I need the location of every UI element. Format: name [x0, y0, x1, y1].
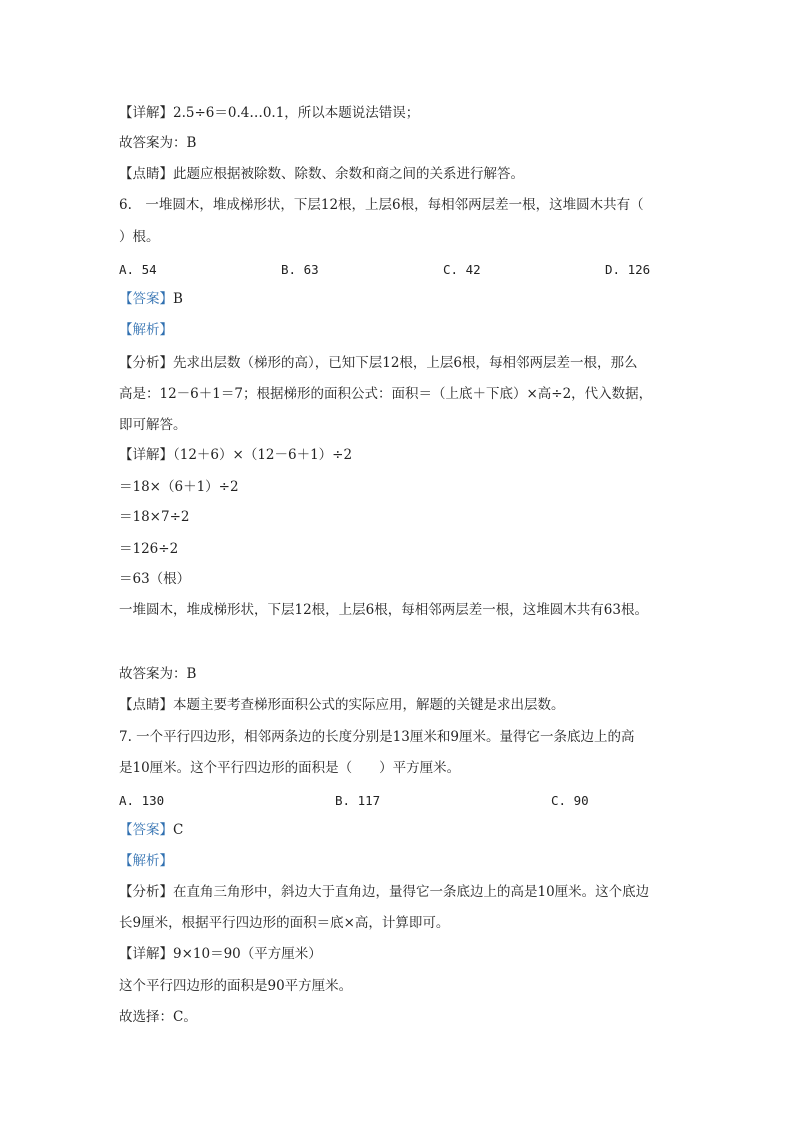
q6-analysis-line1: 【分析】先求出层数（梯形的高），已知下层12根，上层6根，每相邻两层差一根，那么 [119, 355, 638, 371]
q7-option-a: A. 130 [119, 793, 165, 808]
q6-detail-line6: 一堆圆木，堆成梯形状，下层12根，上层6根，每相邻两层差一根，这堆圆木共有63根。 [119, 602, 648, 618]
q6-analysis-line3: 即可解答。 [119, 417, 187, 433]
q6-detail-line4: ＝126÷2 [119, 541, 179, 557]
q7-analysis-line1: 【分析】在直角三角形中，斜边大于直角边，量得它一条底边上的高是10厘米。这个底边 [119, 884, 650, 900]
q5-detail: 【详解】2.5÷6＝0.4…0.1，所以本题说法错误； [119, 105, 420, 121]
q6-comment: 【点睛】本题主要考查梯形面积公式的实际应用，解题的关键是求出层数。 [119, 697, 565, 713]
q7-option-c: C. 90 [551, 793, 589, 808]
q6-option-a: A. 54 [119, 262, 157, 277]
q6-detail-line1: 【详解】（12＋6）×（12－6＋1）÷2 [119, 447, 353, 463]
q7-option-b: B. 117 [335, 793, 381, 808]
q7-answer [119, 820, 183, 840]
q7-answer-value: C [173, 822, 184, 838]
q6-option-d: D. 126 [605, 262, 651, 277]
q6-answer [119, 289, 183, 309]
q5-comment: 【点睛】此题应根据被除数、除数、余数和商之间的关系进行解答。 [119, 166, 524, 182]
q6-answer-value: B [173, 291, 183, 307]
q6-option-b: B. 63 [281, 262, 319, 277]
q7-stem-line2: 是10厘米。这个平行四边形的面积是（ ）平方厘米。 [119, 760, 461, 776]
q7-analysis-line2: 长9厘米，根据平行四边形的面积＝底×高，计算即可。 [119, 915, 450, 931]
q7-answer-label: 【答案】 [119, 822, 173, 838]
q7-conclusion: 这个平行四边形的面积是90平方厘米。 [119, 978, 353, 994]
q6-option-c: C. 42 [443, 262, 481, 277]
q5-answer-is: 故答案为：B [119, 135, 197, 151]
q7-analysis-label: 【解析】 [119, 853, 173, 869]
q7-choose: 故选择：C。 [119, 1009, 197, 1025]
q6-detail-line5: ＝63（根） [119, 571, 191, 587]
q6-detail-line2: ＝18×（6＋1）÷2 [119, 479, 239, 495]
q7-detail: 【详解】9×10＝90（平方厘米） [119, 946, 322, 962]
q6-answer-label: 【答案】 [119, 291, 173, 307]
q6-analysis-line2: 高是：12－6＋1＝7；根据梯形的面积公式：面积＝（上底＋下底）×高÷2，代入数据， [119, 386, 653, 402]
q6-stem-line2: ）根。 [119, 229, 160, 245]
q6-analysis-label: 【解析】 [119, 322, 173, 338]
q7-stem-line1: 7. 一个平行四边形，相邻两条边的长度分别是13厘米和9厘米。量得它一条底边上的高 [119, 729, 635, 745]
q6-stem-line1: 6. 一堆圆木，堆成梯形状，下层12根，上层6根，每相邻两层差一根，这堆圆木共有（ [119, 197, 644, 213]
q6-answer-is: 故答案为：B [119, 666, 197, 682]
q6-detail-line3: ＝18×7÷2 [119, 509, 190, 525]
